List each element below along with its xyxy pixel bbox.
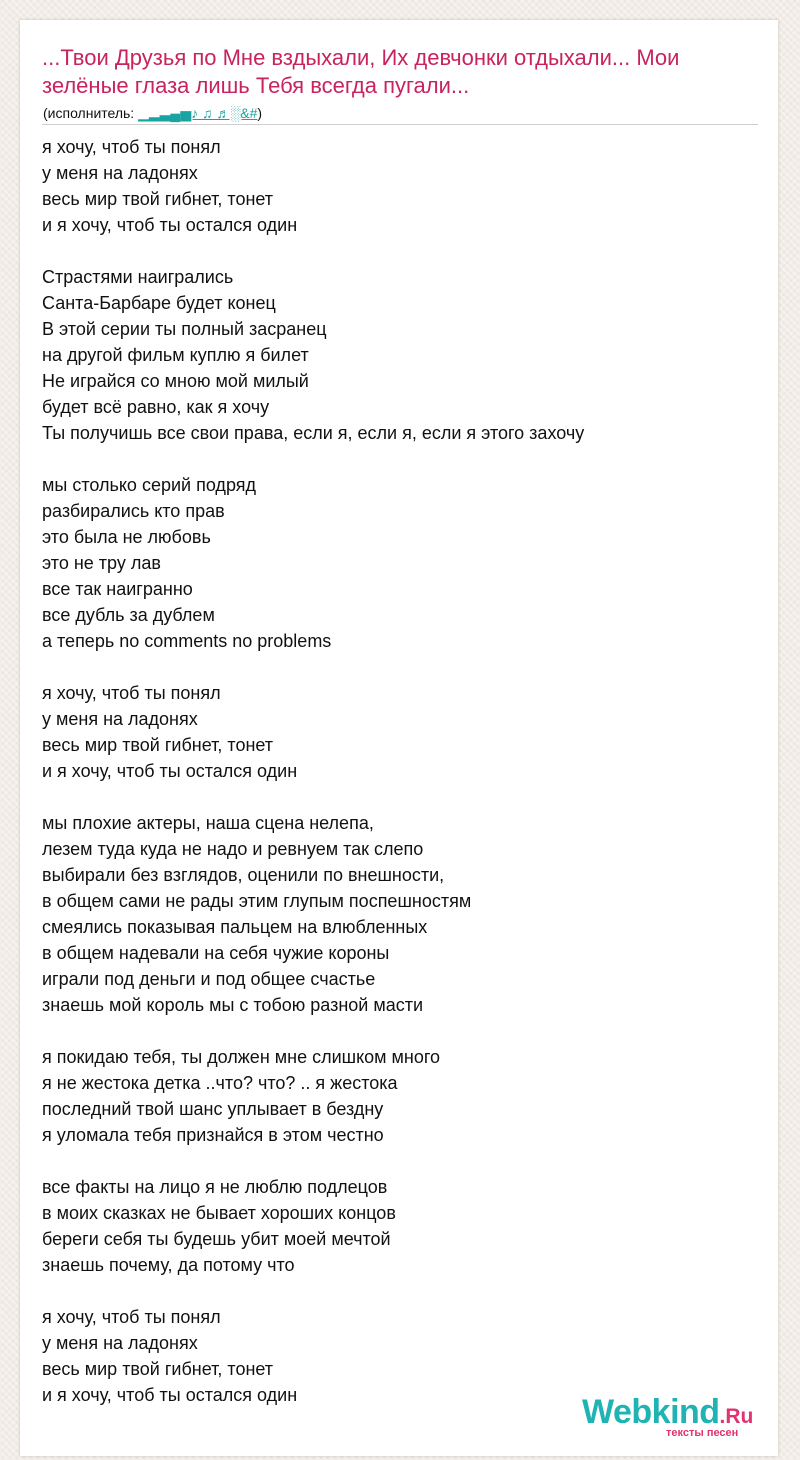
lyrics-stanza (42, 1174, 758, 1278)
lyrics-line: все факты на лицо я не люблю подлецов (42, 1177, 388, 1197)
lyrics-line: разбирались кто прав (42, 501, 225, 521)
lyrics-line: лезем туда куда не надо и ревнуем так слепо (42, 839, 424, 859)
lyrics-line: у меня на ладонях (42, 709, 198, 729)
lyrics-line: все дубль за дублем (42, 605, 215, 625)
lyrics-line: я хочу, чтоб ты понял (42, 137, 221, 157)
lyrics-line: береги себя ты будешь убит моей мечтой (42, 1229, 391, 1249)
lyrics-line: последний твой шанс уплывает в бездну (42, 1099, 384, 1119)
lyrics-body (42, 134, 758, 1434)
title-divider (42, 124, 758, 125)
lyrics-line: я покидаю тебя, ты должен мне слишком много (42, 1047, 441, 1067)
lyrics-stanza (42, 134, 758, 238)
lyrics-line: у меня на ладонях (42, 163, 198, 183)
site-logo[interactable] (582, 1392, 782, 1440)
lyrics-line: я уломала тебя признайся в этом честно (42, 1125, 384, 1145)
lyrics-line: смеялись показывая пальцем на влюбленных (42, 917, 428, 937)
lyrics-line: я хочу, чтоб ты понял (42, 683, 221, 703)
lyrics-stanza (42, 810, 758, 1018)
lyrics-line: выбирали без взглядов, оценили по внешности, (42, 865, 445, 885)
lyrics-line: Страстями наигрались (42, 267, 234, 287)
lyrics-line: это не тру лав (42, 553, 161, 573)
artist-suffix: ) (257, 105, 263, 121)
lyrics-line: и я хочу, чтоб ты остался один (42, 1385, 298, 1405)
lyrics-stanza (42, 472, 758, 654)
lyrics-line: это была не любовь (42, 527, 211, 547)
lyrics-line: в общем надевали на себя чужие короны (42, 943, 390, 963)
song-card (20, 20, 778, 1456)
lyrics-line: в моих сказках не бывает хороших концов (42, 1203, 396, 1223)
lyrics-stanza (42, 1044, 758, 1148)
lyrics-line: Не играйся со мною мой милый (42, 371, 309, 391)
artist-link[interactable]: ▁▂▃▄▅♪ ♫ ♬░&# (138, 105, 258, 121)
lyrics-line: я хочу, чтоб ты понял (42, 1307, 221, 1327)
lyrics-stanza (42, 680, 758, 784)
lyrics-line: у меня на ладонях (42, 1333, 198, 1353)
lyrics-line: мы плохие актеры, наша сцена нелепа, (42, 813, 374, 833)
lyrics-line: весь мир твой гибнет, тонет (42, 1359, 274, 1379)
lyrics-line: все так наигранно (42, 579, 193, 599)
lyrics-line: играли под деньги и под общее счастье (42, 969, 376, 989)
lyrics-line: и я хочу, чтоб ты остался один (42, 215, 298, 235)
artist-prefix: (исполнитель: (43, 105, 139, 121)
lyrics-line: на другой фильм куплю я билет (42, 345, 309, 365)
lyrics-stanza (42, 264, 758, 446)
lyrics-line: я не жестока детка ..что? что? .. я жестока (42, 1073, 398, 1093)
lyrics-line: знаешь мой король мы с тобою разной масти (42, 995, 424, 1015)
lyrics-line: весь мир твой гибнет, тонет (42, 735, 274, 755)
lyrics-line: в общем сами не рады этим глупым поспешностям (42, 891, 472, 911)
lyrics-line: а теперь no comments no problems (42, 631, 332, 651)
lyrics-line: знаешь почему, да потому что (42, 1255, 295, 1275)
logo-tld: .Ru (719, 1405, 754, 1428)
lyrics-line: будет всё равно, как я хочу (42, 397, 270, 417)
artist-line (43, 104, 262, 122)
song-title: ...Твои Друзья по Мне вздыхали, Их девчонки отдыхали... Мои зелёные глаза лишь Тебя всегда пугали... (42, 45, 680, 98)
lyrics-line: Санта-Барбаре будет конец (42, 293, 276, 313)
lyrics-line: В этой серии ты полный засранец (42, 319, 327, 339)
lyrics-line: мы столько серий подряд (42, 475, 256, 495)
lyrics-line: Ты получишь все свои права, если я, если я, если я этого захочу (42, 423, 585, 443)
logo-brand: Webkind (582, 1393, 720, 1431)
logo-tagline: тексты песен (666, 1427, 739, 1439)
lyrics-line: весь мир твой гибнет, тонет (42, 189, 274, 209)
lyrics-line: и я хочу, чтоб ты остался один (42, 761, 298, 781)
